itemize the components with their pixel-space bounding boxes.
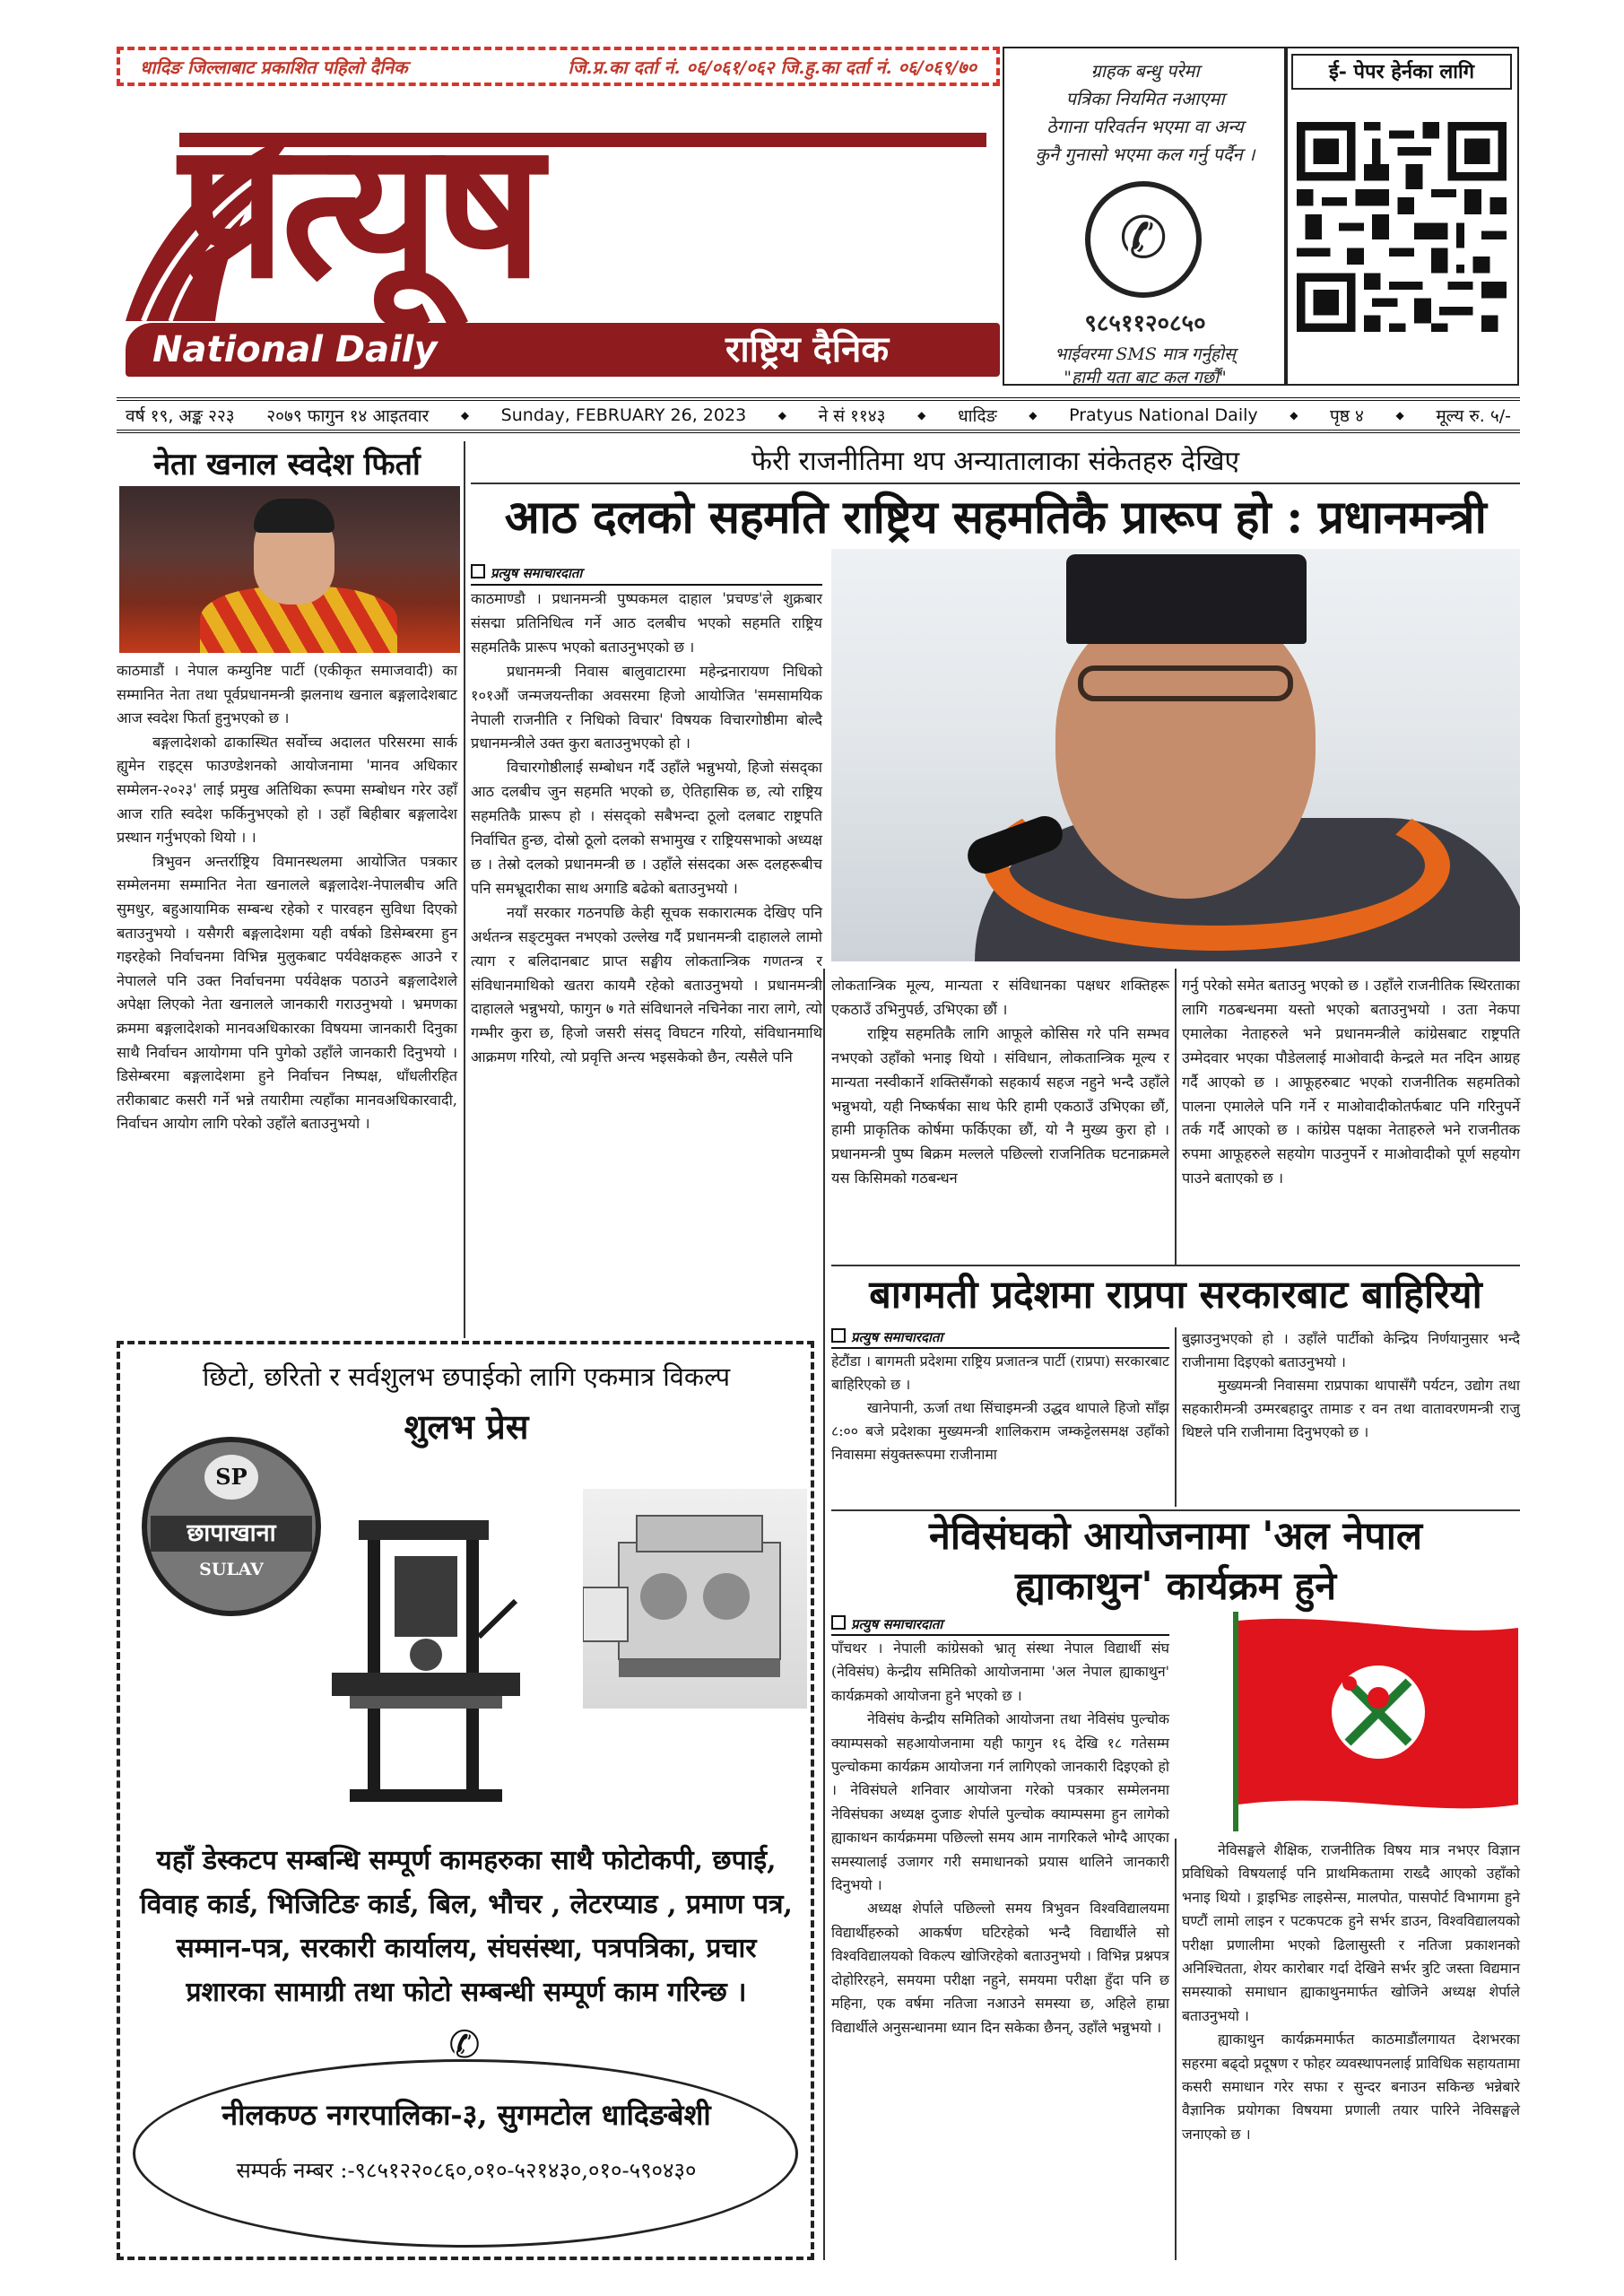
bagmati-article-col2 — [1182, 1327, 1520, 1507]
column-rule — [823, 969, 825, 2260]
lead-article-col3 — [1182, 974, 1520, 1263]
registration-strip — [117, 47, 1000, 86]
ad-press-name: शुलभ प्रेस — [404, 1406, 529, 1447]
article-paragraph: प्रधानमन्त्री निवास बालुवाटारमा महेन्द्रनारायण निधिको १०१औं जन्मजयन्तीका अवसरमा हिजो आयोजित 'समसामयिक नेपाली राजनीति र निधिको विचार' विषयक विचारगोष्ठीमा बोल्दै प्रधानमन्त्रीले उक्त कुरा बताउनुभएको हो । — [471, 662, 822, 752]
english-date: Sunday, FEBRUARY 26, 2023 — [500, 405, 747, 425]
viber-callback-note: "हामी यता बाट कल गर्छौं" — [1064, 368, 1227, 387]
diamond-separator: ◆ — [917, 409, 926, 422]
prime-minister-photo — [831, 549, 1520, 961]
article-paragraph: मुख्यमन्त्री निवासमा राप्रपाका थापासँगै पर्यटन, उद्योग तथा सहकारीमन्त्री उम्मरबहादुर तामाङ र वन तथा वातावरणमन्त्री राजु थिष्टले पनि राजीनामा दिनुभएको छ । — [1182, 1377, 1520, 1440]
nevisangh-article-col2 — [1182, 1839, 1520, 2260]
nevisangh-flag-icon — [1233, 1612, 1520, 1831]
dateline-bar — [117, 397, 1520, 433]
lead-article-col1 — [471, 587, 822, 1327]
lead-kicker: फेरी राजनीतिमा थप अन्यातालाका संकेतहरु देखिए — [751, 446, 1240, 477]
diamond-separator: ◆ — [1290, 409, 1298, 422]
article-paragraph: राष्ट्रिय सहमतिकै लागि आफूले कोसिस गरे पनि सम्भव नभएको उहाँको भनाइ थियो । संविधान, लोकतान्त्रिक मूल्य र मान्यता नस्वीकार्ने शक्तिसँगको सहकार्य सहज नहुने भन्दै उहाँले भन्नुभयो, यही निष्कर्षका साथ फेरि हामी एकठाउँ उभिएका छौं, हामी प्राकृतिक कोर्षमा फर्किएका छौं, यो नै मुख्य कुरा हो । प्रधानमन्त्री पुष्प बिक्रम मल्लले पछिल्लो राजनितिक घटनाक्रमले यस किसिमको गठबन्धन — [831, 1024, 1169, 1187]
ad-address: नीलकण्ठ नगरपालिका-३, सुगमटोल धादिङबेशी — [221, 2098, 711, 2132]
offset-press-image — [583, 1489, 807, 1709]
article-paragraph: त्रिभुवन अन्तर्राष्ट्रिय विमानस्थलमा आयोजित पत्रकार सम्मेलनमा सम्मानित नेता खनालले बङ्गलादेश-नेपालबीच अति सुमधुर, बहुआयामिक सम्बन्ध रहेको र पारवहन सुविधा दिएको बताउनुभयो । यसैगरी बङ्गलादेशमा यही वर्षको डिसेम्बरमा हुन गइरहेको निर्वाचनमा विभिन्न मुलुकबाट पर्यवेक्षकहरू आउने र नेपालले पनि उक्त निर्वाचनमा पर्यवेक्षक पठाउने बङ्गलादेशले अपेक्षा लिएको नेता खनालले जानकारी गराउनुभयो । भ्रमणका क्रममा बङ्गलादेशको मानवअधिकारका विषयमा जानकारी दिनुका साथै निर्वाचन आयोगमा पनि पुगेको उहाँले जानकारी दिनुभयो । डिसेम्बरमा बङ्गलादेशमा हुने निर्वाचन निष्पक्ष, धाँधलीरहित तरीकाबाट कसरी गर्ने भन्ने तयारीमा त्यहाँका मानवअधिकारवादी, निर्वाचन आयोग लागि परेको उहाँले बताउनुभयो । — [117, 852, 457, 1133]
lead-article-col2 — [831, 974, 1169, 1263]
article-paragraph: नेविसंघ केन्द्रीय समितिको आयोजना तथा नेविसंघ पुल्चोक क्याम्पसको सहआयोजनामा यही फागुन १६ देखि १८ गतेसम्म पुल्चोकमा कार्यक्रम आयोजना गर्न लागिएको जानकारी दिइएको हो । नेविसंघले शनिवार आयोजना गरेको पत्रकार सम्मेलनमा नेविसंघका अध्यक्ष दुजाङ शेर्पाले पुल्चोक क्याम्पसमा हुन लागेको ह्याकाथन कार्यक्रममा पछिल्लो समय आम नागरिकले भोग्दै आएका समस्यालाई उजागर गरी समाधानको प्रयास थालिने जानकारी दिनुभयो । — [831, 1710, 1169, 1894]
column-rule — [1175, 1839, 1177, 2260]
headline-line: नेविसंघको आयोजनामा 'अल नेपाल — [929, 1514, 1422, 1559]
diamond-separator: ◆ — [1029, 409, 1038, 422]
offset-machine-graphic — [583, 1489, 807, 1709]
column-rule — [1175, 1327, 1177, 1507]
nevisangh-headline — [831, 1511, 1520, 1615]
article-paragraph: काठमाण्डौ । प्रधानमन्त्री पुष्पकमल दाहाल 'प्रचण्ड'ले शुक्रबार संसद्मा प्रतिनिधित्व गर्ने आठ दलबीच भएको सहमति राष्ट्रिय सहमतिकै प्रारूप भएको बताउनुभएको छ । — [471, 590, 822, 656]
diamond-separator: ◆ — [1395, 409, 1404, 422]
logo-title: प्रत्यूष — [179, 100, 538, 320]
ad-logo-initials: SP — [204, 1455, 258, 1500]
byline-rule — [831, 1347, 1169, 1349]
lead-headline: आठ दलको सहमति राष्ट्रिय सहमतिकै प्रारूप हो : प्रधानमन्त्री — [504, 491, 1487, 544]
publication-place: धादिङ — [957, 406, 997, 426]
price: मूल्य रु. ५/- — [1436, 406, 1511, 426]
column-rule — [1175, 969, 1177, 1265]
nepali-date: २०७९ फागुन १४ आइतवार — [266, 406, 430, 426]
article-paragraph: लोकतान्त्रिक मूल्य, मान्यता र संविधानका पक्षधर शक्तिहरू एकठाउँ उभिनुपर्छ, उभिएका छौं । — [831, 977, 1169, 1018]
services-line: यहाँ डेस्कटप सम्बन्धि सम्पूर्ण कामहरुका साथै फोटोकपी, छपाई, — [156, 1845, 777, 1876]
article-paragraph: हेटौंडा । बागमती प्रदेशमा राष्ट्रिय प्रजातन्त्र पार्टी (राप्रपा) सरकारबाट बाहिरिएको छ । — [831, 1352, 1169, 1393]
notice-line: ग्राहक बन्धु परेमा — [1090, 60, 1200, 82]
photo-garland — [984, 780, 1450, 951]
byline-rule — [831, 1634, 1169, 1636]
notice-line: पत्रिका नियमित नआएमा — [1065, 88, 1225, 109]
ad-services-list — [135, 1839, 798, 2014]
phone-icon: ✆ — [448, 2022, 481, 2066]
nevisangh-article-col1 — [831, 1637, 1169, 2256]
volume-issue: वर्ष १९, अङ्क २२३ — [126, 406, 235, 426]
article-paragraph: नयाँ सरकार गठनपछि केही सूचक सकारात्मक देखिए पनि अर्थतन्त्र सङ्टमुक्त नभएको उल्लेख गर्दै प्रधानमन्त्री दाहालले लामो त्याग र बलिदानबाट प्राप्त सङ्घीय लोकतान्त्रिक गणतन्त्र र संविधानमाथिको खतरा कायमै रहेको बताउनुभयो । प्रधानमन्त्री दाहालले भन्नुभयो, फागुन ७ गते संविधानले नचिनेका नारा लागे, त्यो गम्भीर कुरा छ, हिजो जसरी संसद् विघटन गरियो, संविधानमाथि आक्रमण गरियो, त्यो प्रवृत्ति अन्त्य भइसकेको छैन, त्यसैले पनि — [471, 903, 822, 1066]
bagmati-headline: बागमती प्रदेशमा राप्रपा सरकारबाट बाहिरियो — [869, 1273, 1482, 1318]
services-line: प्रशारका सामाग्री तथा फोटो सम्बन्धी सम्पूर्ण काम गरिन्छ । — [186, 1977, 747, 2008]
diamond-separator: ◆ — [460, 409, 470, 422]
logo-english-subtitle: National Daily — [152, 329, 438, 370]
viber-sms-note: भाईवरमा SMS मात्र गर्नुहोस् — [1055, 344, 1236, 364]
ad-logo-english: SULAV — [199, 1560, 264, 1579]
article-paragraph: गर्नु परेको समेत बताउनु भएको छ । उहाँले राजनीतिक स्थिरताका लागि गठबन्धनमा यस्तो भएको बताउनुभयो । उता नेकपा एमालेका नेताहरुले भने प्रधानमन्त्रीले कांग्रेसबाट राष्ट्रपति उम्मेदवार भएका पौडेललाई माओवादी केन्द्रले मत नदिन आग्रह गर्दै आएको छ । आफूहरुबाट भएको राजनीतिक सहमतिको पालना एमालेले पनि गर्ने र माओवादीकोतर्फबाट पनि गरिनुपर्ने तर्क गर्दै आएको छ । कांग्रेस पक्षका नेताहरुले भने राजनीतक रुपमा आफूहरुले सहयोग पाउनुपर्ने र माओवादीको पूर्ण सहयोग पाउने बताएको छ । — [1182, 977, 1520, 1187]
article-paragraph: विचारगोष्ठीलाई सम्बोधन गर्दै उहाँले भन्नुभयो, हिजो संसद्का आठ दलबीच जुन सहमति भएको छ, ऐतिहासिक छ, त्यो राष्ट्रिय सहमतिकै प्रारूप हो । संसद्को सबैभन्दा ठूलो दलबाट राष्ट्रपति निर्वाचित हुन्छ, दोस्रो ठूलो दलको सभामुख र राष्ट्रियसभाको अध्यक्ष छ । तेस्रो दलको प्रधानमन्त्री छ । उहाँले संसदका अरू दलहरूबीच पनि समभ्रूदारीका साथ अगाडि बढेको बताउनुभयो । — [471, 759, 822, 897]
article-paragraph: बुझाउनुभएको हो । उहाँले पार्टीको केन्द्रिय निर्णयानुसार भन्दै राजीनामा दिइएको बताउनुभयो । — [1182, 1330, 1520, 1370]
diamond-separator: ◆ — [777, 409, 786, 422]
subscriber-notice — [1003, 47, 1288, 386]
hand-press-image — [332, 1520, 520, 1825]
byline-rule — [471, 584, 822, 586]
strip-registration: जि.प्र.का दर्ता नं. ०६/०६१/०६२ जि.हु.का दर्ता नं. ०६/०६९/७० — [568, 56, 977, 78]
photo-hair — [254, 499, 334, 533]
article-paragraph: नेविसङ्घले शैक्षिक, राजनीतिक विषय मात्र नभएर विज्ञान प्रविधिको विषयलाई पनि प्राथमिकतामा राख्दै आएको उहाँको भनाइ थियो । ड्राइभिङ लाइसेन्स, मालपोत, पासपोर्ट विभागमा हुने घण्टौं लामो लाइन र पटकपटक हुने सर्भर डाउन, विश्वविद्यालयको परीक्षा प्रणालीमा भएको ढिलासुस्ती र नतिजा प्रकाशनको अनिश्चितता, शेयर कारोबार गर्दा देखिने सर्भर त्रुटि जस्ता विद्यमान समस्याको समाधान ह्याकाथुनमार्फत खोजिने अध्यक्ष शेर्पाले बताउनुभयो । — [1182, 1841, 1520, 2024]
ad-logo-nepali: छापाखाना — [151, 1516, 312, 1552]
article-paragraph: अध्यक्ष शेर्पाले पछिल्लो समय त्रिभुवन विश्वविद्यालयमा विद्यार्थीहरुको आकर्षण घटिरहेको भन्दै विद्यार्थीले सो विश्वविद्यालयको विकल्प खोजिरहेको बताउनुभयो । विभिन्न प्रश्नपत्र दोहोरिरहने, समयमा परीक्षा नहुने, समयमा परीक्षा हुँदा पनि छ महिना, एक वर्षमा नतिजा नआउने समस्या छ, अहिले हाम्रा विद्यार्थीले अनुसन्धानमा ध्यान दिन सकेका छैनन्, उहाँले भन्नुभयो । — [831, 1900, 1169, 2036]
photo-glasses — [1078, 665, 1293, 701]
ad-contact-numbers: सम्पर्क नम्बर :-९८५१२२०८६०,०१०-५२१४३०,०१०-५९०४३० — [236, 2158, 697, 2183]
article-paragraph: ह्याकाथुन कार्यक्रममार्फत काठमाडौंलगायत देशभरका सहरमा बढ्दो प्रदूषण र फोहर व्यवस्थापनलाई प्राविधिक सहायतामा कसरी समाधान गरेर सफा र सुन्दर बनाउन सकिन्छ भन्नेबारे वैज्ञानिक प्रयोगका विषयमा प्रणाली तयार पारिने नेविसङ्घले जनाएको छ । — [1182, 2031, 1521, 2143]
services-line: सम्मान-पत्र, सरकारी कार्यालय, संघसंस्था, पत्रपत्रिका, प्रचार — [176, 1933, 757, 1964]
khanal-article-body — [117, 659, 457, 1327]
strip-tagline: धादिङ जिल्लाबाट प्रकाशित पहिलो दैनिक — [140, 56, 408, 78]
page-number: पृष्ठ ४ — [1330, 406, 1364, 426]
viber-number: ९८५११२०८५० — [1084, 310, 1206, 337]
khanal-headline: नेता खनाल स्वदेश फिर्ता — [153, 447, 421, 483]
brand-name: Pratyus National Daily — [1069, 405, 1258, 425]
article-paragraph: बङ्गलादेशको ढाकास्थित सर्वोच्च अदालत परिसरमा सार्क ह्युमेन राइट्स फाउण्डेशनको आयोजनामा 'मानव अधिकार सम्मेलन-२०२३' लाई प्रमुख अतिथिका रूपमा सम्बोधन गरेर उहाँ आज राति स्वदेश फर्किनुभएको हो । उहाँ बिहीबार बङ्गलादेश प्रस्थान गर्नुभएको थियो । । — [117, 733, 457, 847]
nepal-sambat: ने सं ११४३ — [818, 406, 886, 426]
services-line: विवाह कार्ड, भिजिटिङ कार्ड, बिल, भौचर , लेटरप्याड , प्रमाण पत्र, — [139, 1889, 794, 1920]
khanal-photo — [119, 486, 460, 653]
article-paragraph: काठमाडौं । नेपाल कम्युनिष्ट पार्टी (एकीकृत समाजवादी) का सम्मानित नेता तथा पूर्वप्रधानमन्त्री झलनाथ खनाल बङ्गलादेशबाट आज स्वदेश फिर्ता हुनुभएको छ । — [117, 662, 457, 727]
article-paragraph: खानेपानी, ऊर्जा तथा सिंचाइमन्त्री उद्धव थापाले हिजो साँझ ८:०० बजे प्रदेशका मुख्यमन्त्री शालिकराम जम्कट्टेलसमक्ष उहाँको निवासमा संयुक्तरूपमा राजीनामा — [831, 1399, 1169, 1463]
article-paragraph: पाँचथर । नेपाली कांग्रेसको भ्रातृ संस्था नेपाल विद्यार्थी संघ (नेविसंघ) केन्द्रीय समितिको आयोजनामा 'अल नेपाल ह्याकाथुन' कार्यक्रमको आयोजना हुने भएको छ । — [831, 1639, 1169, 1704]
nevisangh-byline: प्रत्युष समाचारदाता — [831, 1614, 1226, 1634]
ad-tagline: छिटो, छरितो र सर्वशुलभ छपाईको लागि एकमात्र विकल्प — [202, 1361, 731, 1392]
epaper-label: ई- पेपर हेर्नका लागि — [1291, 54, 1512, 90]
notice-line: कुनै गुनासो भएमा कल गर्नु पर्दैन । — [1035, 144, 1255, 165]
photo-dhaka-topi — [1066, 554, 1307, 644]
notice-line: ठेगाना परिवर्तन भएमा वा अन्य — [1046, 116, 1244, 137]
bagmati-byline: प्रत्युष समाचारदाता — [831, 1327, 1169, 1347]
column-rule — [464, 441, 465, 1338]
qr-code-icon[interactable] — [1297, 115, 1507, 339]
lead-byline: प्रत्युष समाचारदाता — [471, 563, 822, 583]
logo-nepali-subtitle: राष्ट्रिय दैनिक — [725, 329, 890, 370]
section-rule — [471, 483, 1520, 484]
bagmati-article-col1 — [831, 1350, 1169, 1507]
headline-line: ह्याकाथुन' कार्यक्रम हुने — [1014, 1564, 1337, 1609]
viber-phone-icon: ✆ — [1085, 181, 1202, 298]
